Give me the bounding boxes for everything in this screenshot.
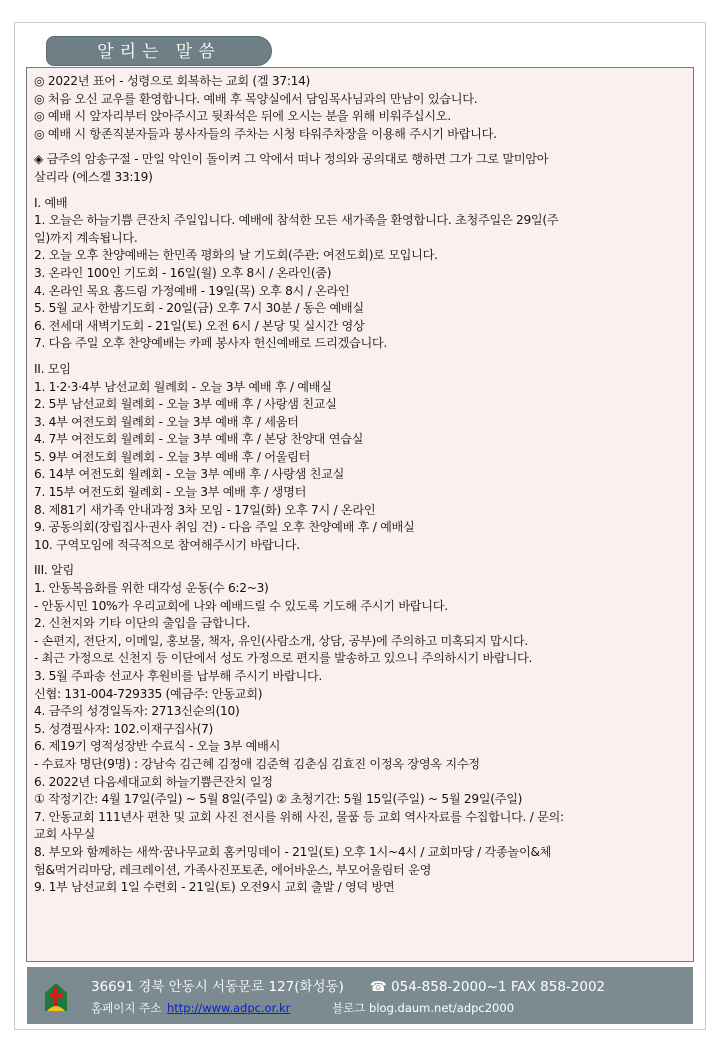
worship-item: 4. 온라인 목요 홈드림 가정예배 - 19일(목) 오후 8시 / 온라인 [34, 283, 350, 298]
meetings-section [34, 361, 693, 555]
worship-item: 2. 오늘 오후 찬양예배는 한민족 평화의 날 기도회(주관: 여전도회)로 모입니다. [34, 248, 438, 263]
notice-item: 4. 금주의 성경일독자: 2713신순의(10) [34, 704, 240, 719]
section-title-tab [46, 36, 272, 66]
notice-item: 신협: 131-004-729335 (예금주: 안동교회) [34, 686, 263, 701]
meeting-item: 3. 4부 여전도회 월례회 - 오늘 3부 예배 후 / 세움터 [34, 414, 299, 429]
blog-address: 블로그 blog.daum.net/adpc2000 [332, 1001, 515, 1015]
notice-item: ① 작정기간: 4월 17일(주일) ~ 5월 8일(주일) ② 초청기간: 5월 15일(주일) ~ 5월 29일(주일) [34, 792, 523, 807]
section-heading: III. 알림 [34, 563, 74, 578]
worship-item: 3. 온라인 100인 기도회 - 16일(월) 오후 8시 / 온라인(줌) [34, 265, 332, 280]
footer-bar [27, 967, 693, 1024]
section-heading: I. 예배 [34, 195, 68, 210]
notice-item: 1. 안동복음화를 위한 대각성 운동(수 6:2~3) [34, 581, 269, 596]
notice-item: 6. 제19기 영적성장반 수료식 - 오늘 3부 예배시 [34, 739, 281, 754]
notice-item: 험&먹거리마당, 레크레이션, 가족사진포토존, 에어바운스, 부모어울림터 운영 [34, 862, 432, 877]
worship-item: 6. 전세대 새벽기도회 - 21일(토) 오전 6시 / 본당 및 실시간 영상 [34, 318, 365, 333]
footer-contact-line [91, 975, 605, 995]
intro-line: ◎ 2022년 표어 - 성령으로 회복하는 교회 (겔 37:14) [34, 74, 310, 88]
footer-web-line [91, 1000, 514, 1016]
homepage-label: 홈페이지 주소 [91, 1001, 162, 1015]
notice-item: 8. 부모와 함께하는 새싹·꿈나무교회 홈커밍데이 - 21일(토) 오후 1시~4시 / 교회마당 / 각종놀이&체 [34, 844, 552, 859]
notice-item: - 손편지, 전단지, 이메일, 홍보물, 책자, 유인(사람소개, 상담, 공부)에 주의하고 미혹되지 맙시다. [34, 633, 528, 648]
worship-item: 7. 다음 주일 오후 찬양예배는 카페 봉사자 헌신예배로 드리겠습니다. [34, 336, 387, 351]
meeting-item: 1. 1·2·3·4부 남선교회 월례회 - 오늘 3부 예배 후 / 예배실 [34, 379, 332, 394]
section-title: 알리는 말씀 [97, 42, 221, 62]
intro-line: ◎ 예배 시 항존직분자들과 봉사자들의 주차는 시청 타워주차장을 이용해 주시기 바랍니다. [34, 126, 497, 141]
homepage-link[interactable]: http://www.adpc.or.kr [166, 1001, 291, 1015]
verse-block [34, 151, 693, 186]
notice-item: 9. 1부 남선교회 1일 수련회 - 21일(토) 오전9시 교회 출발 / 영덕 방면 [34, 880, 395, 895]
notice-item: 7. 안동교회 111년사 편찬 및 교회 사진 전시를 위해 사진, 물품 등 교회 역사자료를 수집합니다. / 문의: [34, 809, 564, 824]
worship-section [34, 195, 693, 353]
meeting-item: 6. 14부 여전도회 월례회 - 오늘 3부 예배 후 / 사랑샘 친교실 [34, 467, 345, 482]
section-heading: II. 모임 [34, 361, 71, 376]
worship-item: 1. 오늘은 하늘기쁨 큰잔치 주일입니다. 예배에 참석한 모든 새가족을 환영합니다. 초청주일은 29일(주 [34, 213, 559, 228]
notice-item: - 수료자 명단(9명) : 강남숙 김근혜 김정애 김준혁 김춘심 김효진 이정옥 장영옥 지수정 [34, 756, 480, 771]
intro-line: ◎ 처음 오신 교우를 환영합니다. 예배 후 목양실에서 담임목사님과의 만남이 있습니다. [34, 91, 478, 106]
notice-item: 3. 5월 주파송 선교사 후원비를 납부해 주시기 바랍니다. [34, 669, 323, 683]
intro-block [34, 73, 693, 143]
footer-phone: ☎ 054-858-2000~1 FAX 858-2002 [369, 979, 606, 995]
worship-item: 5. 5월 교사 한밤기도회 - 20일(금) 오후 7시 30분 / 동은 예배실 [34, 301, 364, 316]
notice-item: 5. 성경필사자: 102.이재구집사(7) [34, 721, 214, 736]
notices-section [34, 562, 693, 896]
meeting-item: 10. 구역모임에 적극적으로 참여해주시기 바랍니다. [34, 537, 300, 552]
footer-address: 36691 경북 안동시 서동문로 127(화성동) [91, 979, 344, 995]
intro-line: ◎ 예배 시 앞자리부터 앉아주시고 뒷좌석은 뒤에 오시는 분을 위해 비워주십시오. [34, 109, 451, 124]
meeting-item: 9. 공동의회(장립집사·권사 취임 건) - 다음 주일 오후 찬양예배 후 / 예배실 [34, 520, 415, 535]
verse-line: ◈ 금주의 암송구절 - 만일 악인이 돌이켜 그 악에서 떠나 정의와 공의대로 행하면 그가 그로 말미암아 [34, 152, 549, 167]
meeting-item: 2. 5부 남선교회 월례회 - 오늘 3부 예배 후 / 사랑샘 친교실 [34, 397, 337, 412]
meeting-item: 5. 9부 여전도회 월례회 - 오늘 3부 예배 후 / 어울림터 [34, 449, 311, 464]
notice-item: - 안동시민 10%가 우리교회에 나와 예배드릴 수 있도록 기도해 주시기 바랍니다. [34, 598, 448, 613]
church-logo-icon [43, 981, 69, 1013]
notice-item: 6. 2022년 다음세대교회 하늘기쁨큰잔치 일정 [34, 774, 273, 789]
announcements-box [26, 67, 694, 962]
meeting-item: 4. 7부 여전도회 월례회 - 오늘 3부 예배 후 / 본당 찬양대 연습실 [34, 432, 364, 447]
meeting-item: 8. 제81기 새가족 안내과정 3차 모임 - 17일(화) 오후 7시 / 온라인 [34, 502, 376, 517]
meeting-item: 7. 15부 여전도회 월례회 - 오늘 3부 예배 후 / 생명터 [34, 485, 307, 500]
verse-line: 살리라 (에스겔 33:19) [34, 169, 153, 184]
notice-item: - 최근 가정으로 신천지 등 이단에서 성도 가정으로 편지를 발송하고 있으니 주의하시기 바랍니다. [34, 651, 533, 666]
worship-item: 일)까지 계속됩니다. [34, 230, 138, 245]
notice-item: 2. 신천지와 기타 이단의 출입을 금합니다. [34, 616, 251, 631]
notice-item: 교회 사무실 [34, 827, 95, 842]
